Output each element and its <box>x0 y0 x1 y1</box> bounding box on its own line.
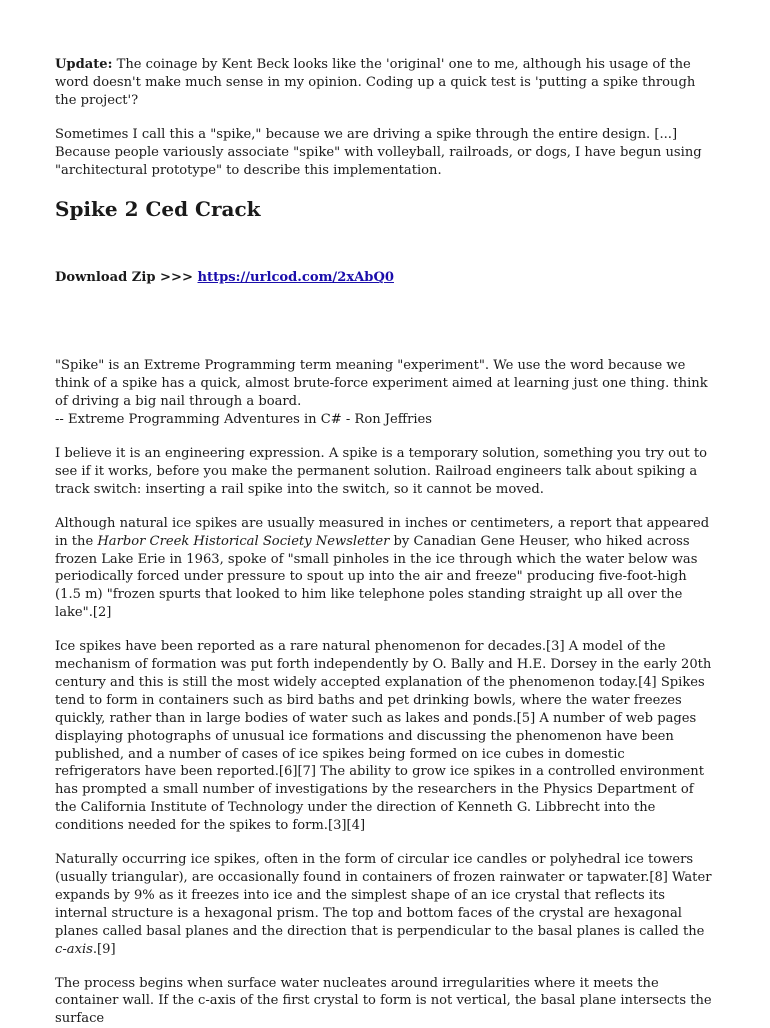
quote-paragraph <box>55 357 714 429</box>
download-line <box>55 269 714 287</box>
heuser-text-before: Although natural ice spikes are usually measured in inches or centimeters, a report that appeared in the <box>55 515 710 549</box>
heuser-text-after: by Canadian Gene Heuser, who hiked across frozen Lake Erie in 1963, spoke of "small pinholes in the ice through which the water below was periodically forced under pressure to spout up into the air and freeze" producing five-foot-high (1.5 m) "frozen spurts that looked to him like telephone poles standing straight up all over the lake".[2] <box>55 533 698 621</box>
update-label: Update: <box>55 57 113 72</box>
quote-attribution: -- Extreme Programming Adventures in C# - Ron Jeffries <box>55 412 433 428</box>
quote-text: "Spike" is an Extreme Programming term meaning "experiment". We use the word because we think of a spike has a quick, almost brute-force experiment aimed at learning just one thing. think of driving a big nail through a board. <box>55 358 708 410</box>
update-paragraph <box>55 56 714 110</box>
naturally-paragraph <box>55 851 714 958</box>
process-paragraph: The process begins when surface water nucleates around irregularities where it meets the container wall. If the c-axis of the first crystal to form is not vertical, the basal plane intersects the surface <box>55 975 712 1027</box>
heuser-paragraph <box>55 515 714 622</box>
update-text: The coinage by Kent Beck looks like the 'original' one to me, although his usage of the word doesn't make much sense in my opinion. Coding up a quick test is 'putting a spike through the project'? <box>55 57 696 108</box>
download-label: Download Zip >>> <box>55 270 198 286</box>
engineering-paragraph: I believe it is an engineering expression. A spike is a temporary solution, something you try out to see if it works, before you make the permanent solution. Railroad engineers talk about spiking a track switch: inserting a rail spike into the switch, so it cannot be moved. <box>55 445 708 497</box>
download-link[interactable]: https://urlcod.com/2xAbQ0 <box>197 270 394 286</box>
reported-paragraph: Ice spikes have been reported as a rare natural phenomenon for decades.[3] A model of the mechanism of formation was put forth independently by O. Bally and H.E. Dorsey in the early 20th century and this is still the most widely accepted explanation of the phenomenon today.[4] Spikes tend to form in containers such as bird baths and pet drinking bowls, where the water freezes quickly, rather than in large bodies of water such as lakes and ponds.[5] A number of web pages displaying photographs of unusual ice formations and discussing the phenomenon have been published, and a number of cases of ice spikes being formed on ice cubes in domestic refrigerators have been reported.[6][7] The ability to grow ice spikes in a controlled environment has prompted a small number of investigations by the researchers in the Physics Department of the California Institute of Technology under the direction of Kenneth G. Libbrecht into the conditions needed for the spikes to form.[3][4] <box>55 639 712 834</box>
naturally-text-after: .[9] <box>92 941 116 957</box>
naturally-text-before: Naturally occurring ice spikes, often in the form of circular ice candles or polyhedral ice towers (usually triangular), are occasionally found in containers of frozen rainwater or tapwater.[8] Water expands by 9% as it freezes into ice and the simplest shape of an ice crystal that reflects its internal structure is a hexagonal prism. The top and bottom faces of the crystal are hexagonal planes called basal planes and the direction that is perpendicular to the basal planes is called the <box>55 852 712 939</box>
c-axis-term: c-axis <box>55 941 93 957</box>
page-title: Spike 2 Ced Crack <box>55 197 261 222</box>
intro-paragraph: Sometimes I call this a "spike," because we are driving a spike through the entire design. [...] Because people variously associate "spike" with volleyball, railroads, or dogs, I have begun using "architectural prototype" to describe this implementation. <box>55 126 702 178</box>
newsletter-title: Harbor Creek Historical Society Newsletter <box>97 533 390 549</box>
